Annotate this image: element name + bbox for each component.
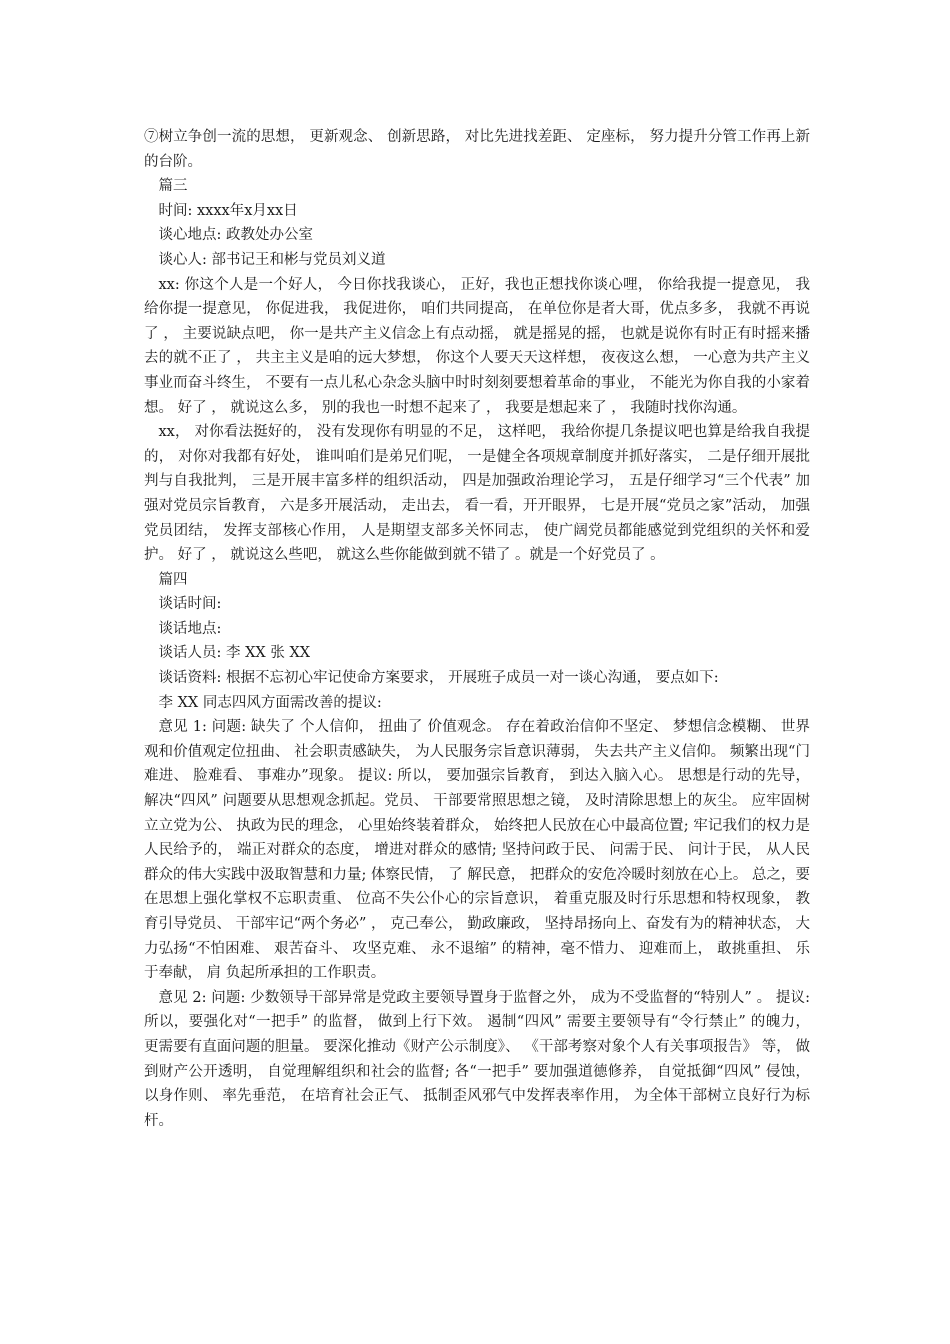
paragraph-talk-2: xx， 对你看法挺好的， 没有发现你有明显的不足， 这样吧， 我给你提几条提议吧也算是给我自我提的， 对你对我都有好处， 谁叫咱们是弟兄们呢， 一是健全各项规章制度并抓好落实， 二是仔细开展批判与自我批判， 三是开展丰富多样的组织活动， 四是加强政治理论学习， 五是仔细学习“三个代表” 加强对党员宗旨教育， 六是多开展活动， 走出去， 看一看，开开眼界， 七是开展“党员之家”活动， 加强党员团结， 发挥支部核心作用， 人是期望支部多关怀同志， 使广阔党员都能感觉到党组织的关怀和爱护。 好了 ， 就说这么些吧， 就这么些你能做到就不错了 。就是一个好党员了 。 — [144, 424, 810, 564]
document-page — [144, 125, 810, 1133]
meta-talk-people: 谈话人员: 李 XX 张 XX — [158, 645, 311, 662]
meta-participants: 谈心人: 部书记王和彬与党员刘义道 — [158, 251, 386, 268]
meta-time: 时间: xxxx年x月xx日 — [158, 202, 298, 219]
section-heading-part-3: 篇三 — [158, 178, 188, 195]
paragraph-talk-1: xx: 你这个人是一个好人， 今日你找我谈心， 正好，我也正想找你谈心哩， 你给我提一提意见， 我给你提一提意见， 你促进我， 我促进你， 咱们共同提高， 在单位你是者大哥，优点多多， 我就不再说了 ， 主要说缺点吧， 你一是共产主义信念上有点动摇， 就是摇晃的摇， 也就是说你有时正有时摇来播去的就不正了 ， 共主主义是咱的远大梦想， 你这个人要天天这样想， 夜夜这么想， 一心意为共产主义事业而奋斗终生， 不要有一点儿私心杂念头脑中时时刻刻要想着革命的事业， 不能光为你自我的小家着想。 好了 ， 就说这么多， 别的我也一时想不起来了 ， 我要是想起来了 ， 我随时找你沟通。 — [144, 276, 810, 416]
meta-talk-material: 谈话资料: 根据不忘初心牢记使命方案要求， 开展班子成员一对一谈心沟通， 要点如下: — [158, 670, 719, 687]
section-heading-part-4: 篇四 — [158, 571, 188, 588]
meta-talk-location: 谈话地点: — [158, 620, 222, 637]
meta-talk-time: 谈话时间: — [158, 596, 222, 613]
subheading-suggestions: 李 XX 同志四风方面需改善的提议: — [158, 694, 382, 711]
paragraph-opinion-1: 意见 1: 问题: 缺失了 个人信仰， 扭曲了 价值观念。 存在着政治信仰不坚定、 梦想信念模糊、 世界观和价值观定位扭曲、 社会职责感缺失， 为人民服务宗旨意识薄弱， 失去共产主义信仰。 频繁出现“门难进、 脸难看、 事难办”现象。 提议: 所以， 要加强宗旨教育， 到达入脑入心。 思想是行动的先导， 解决“四风” 问题要从思想观念抓起。党员、 干部要常照思想之镜， 及时清除思想上的灰尘。 应牢固树立立党为公、 执政为民的理念， 心里始终装着群众， 始终把人民放在心中最高位置; 牢记我们的权力是人民给予的， 端正对群众的态度， 增进对群众的感情; 坚持问政于民、 问需于民、 问计于民， 从人民群众的伟大实践中汲取智慧和力量; 体察民情， 了 解民意， 把群众的安危冷暖时刻放在心上。 总之，要在思想上强化掌权不忘职责重、 位高不失公仆心的宗旨意识， 着重克服及时行乐思想和特权现象， 教育引导党员、 干部牢记“两个务必” ， 克己奉公， 勤政廉政， 坚持昂扬向上、奋发有为的精神状态， 大力弘扬“不怕困难、 艰苦奋斗、 攻坚克难、 永不退缩” 的精神，毫不惜力、 迎难而上， 敢挑重担、 乐于奉献， 肩 负起所承担的工作职责。 — [144, 719, 810, 982]
paragraph-opinion-2: 意见 2: 问题: 少数领导干部异常是党政主要领导置身于监督之外， 成为不受监督的“特别人” 。 提议: 所以，要强化对“一把手” 的监督， 做到上行下效。 遏制“四风” 需要主要领导有“令行禁止” 的魄力， 更需要有直面问题的胆量。 要深化推动《财产公示制度》、 《干部考察对象个人有关事项报告》 等， 做到财产公开透明， 自觉理解组织和社会的监督; 各“一把手” 要加强道德修养， 自觉抵御“四风” 侵蚀， 以身作则、 率先垂范， 在培育社会正气、 抵制歪风邪气中发挥表率作用， 为全体干部树立良好行为标杆。 — [144, 989, 810, 1129]
paragraph-goal-item-7: ⑦树立争创一流的思想， 更新观念、 创新思路， 对比先进找差距、 定座标， 努力提升分管工作再上新的台阶。 — [144, 129, 810, 170]
meta-location: 谈心地点: 政教处办公室 — [158, 227, 313, 244]
